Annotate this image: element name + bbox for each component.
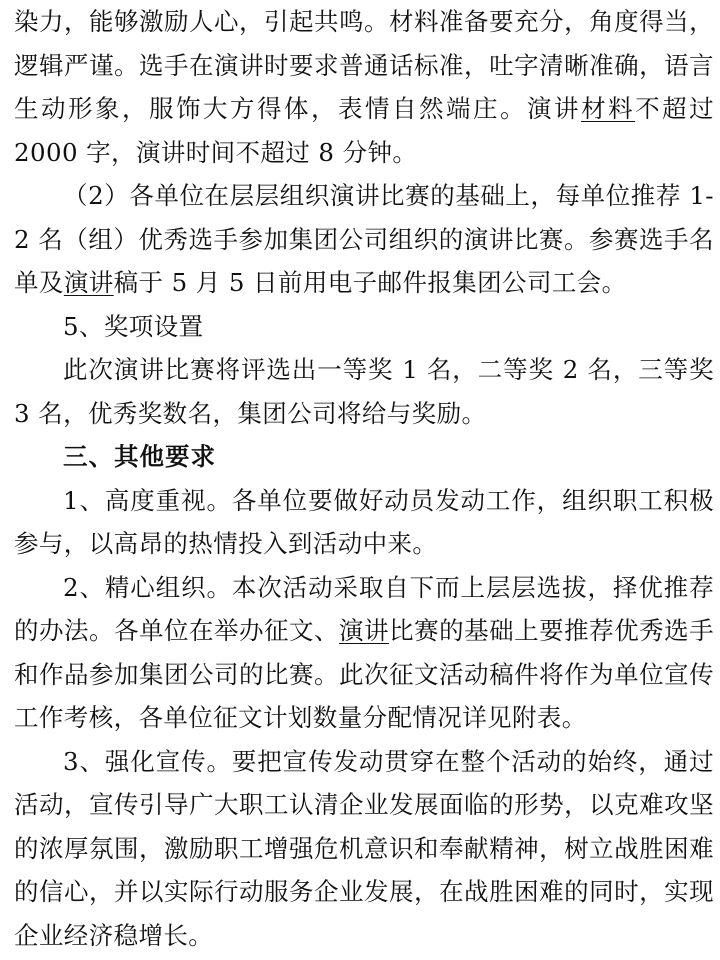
text: （2）各单位在层层组织演讲比赛的基础上，每单位推荐 1-2 名（组）优秀选手参加集团公司组织的演讲比赛。参赛选手名单及 [14,181,714,297]
paragraph-attention: 1、高度重视。各单位要做好动员发动工作，组织职工积极参与，以高昂的热情投入到活动中来。 [14,485,714,558]
paragraph-recommendation [14,174,714,305]
underlined-word-speech: 演讲 [339,616,390,645]
heading-awards: 5、奖项设置 [63,311,204,341]
text: 比赛的基础上要推荐优秀选手和作品参加集团公司的比赛。此次征文活动稿件将作为单位宣传工作考核，各单位征文计划数量分配情况详见附表。 [14,616,714,732]
paragraph-speech-requirements [14,0,714,174]
text: 染力，能够激励人心，引起共鸣。材料准备要充分，角度得当，逻辑严谨。选手在演讲时要求普通话标准，吐字清晰准确，语言生动形象，服饰大方得体，表情自然端庄。演讲 [14,7,714,123]
heading-other-requirements: 三、其他要求 [63,442,216,471]
paragraph-publicity: 3、强化宣传。要把宣传发动贯穿在整个活动的始终，通过活动，宣传引导广大职工认清企业发展面临的形势，以克难攻坚的浓厚氛围，激励职工增强危机意识和奉献精神，树立战胜困难的信心，并以实际行动服务企业发展，在战胜困难的同时，实现企业经济稳增长。 [14,746,714,950]
text: 稿于 5 月 5 日前用电子邮件报集团公司工会。 [113,268,627,297]
paragraph-organization [14,566,714,740]
text: 2、精心组织。本次活动采取自下而上层层选拔，择优推荐的办法。各单位在举办征文、 [14,572,714,645]
text: 不超过 2000 字，演讲时间不超过 8 分钟。 [14,94,714,167]
underlined-word-materials: 材料 [581,94,636,123]
underlined-word-speech: 演讲 [63,268,114,297]
document-page [14,0,714,957]
paragraph-awards: 此次演讲比赛将评选出一等奖 1 名，二等奖 2 名，三等奖 3 名，优秀奖数名，集团公司将给与奖励。 [14,355,714,428]
